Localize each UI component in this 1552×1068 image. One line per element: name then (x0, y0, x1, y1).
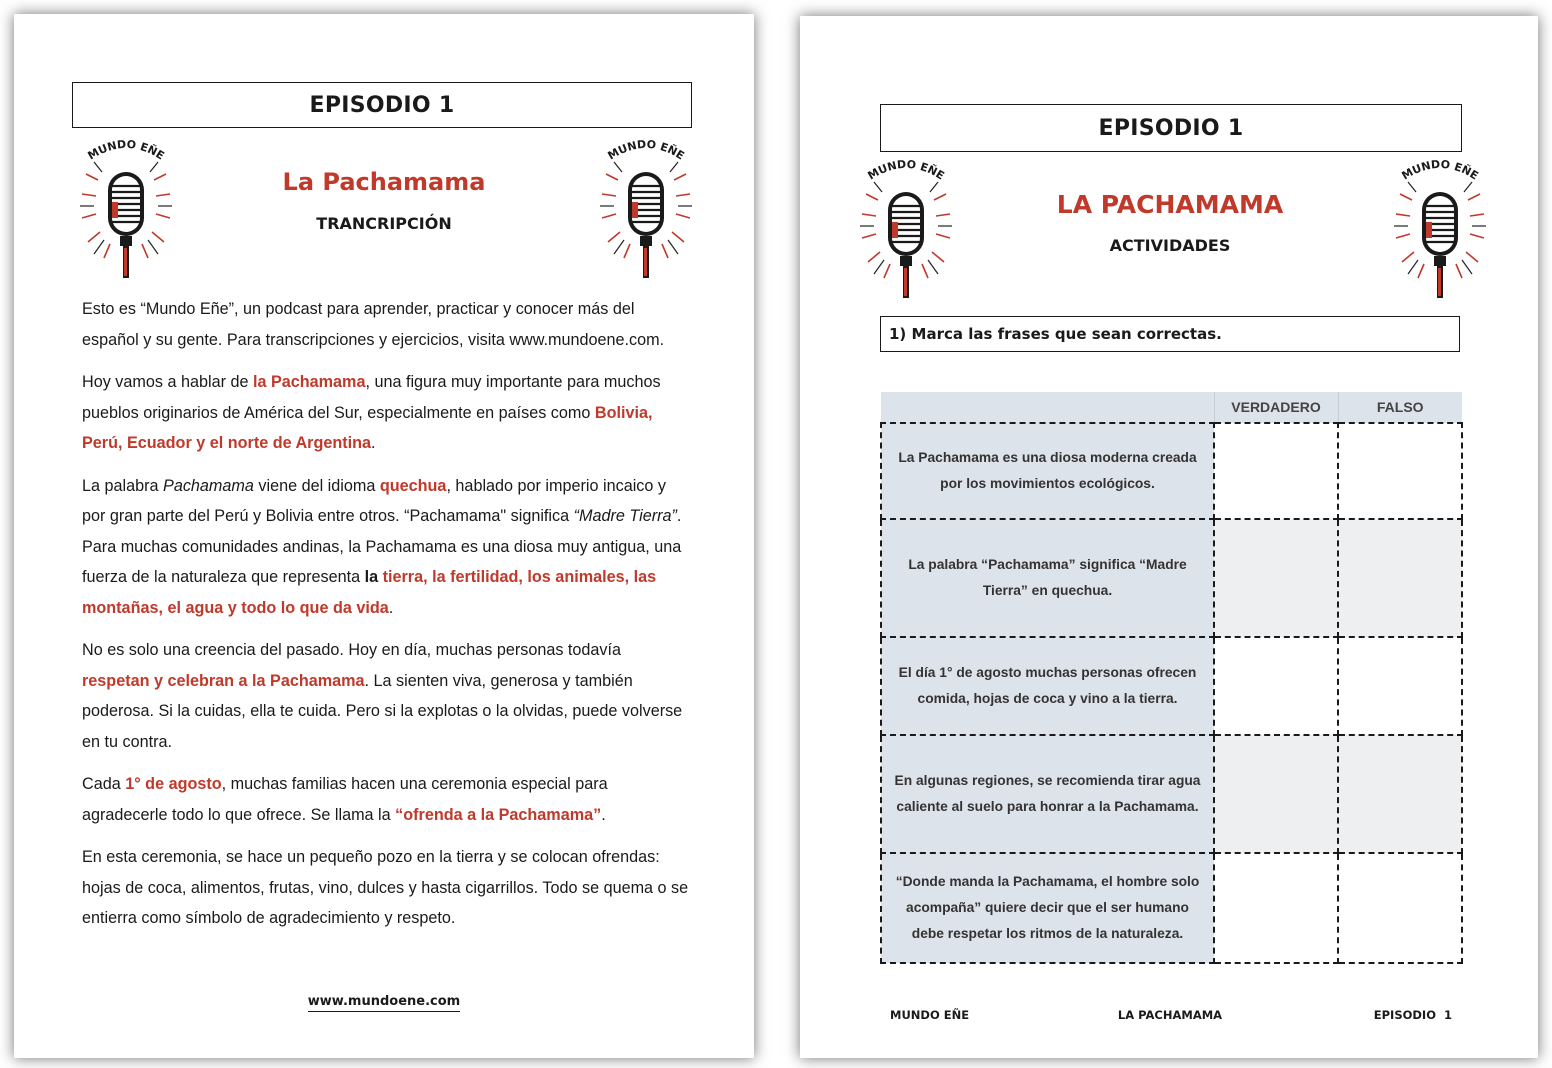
table-header: VERDADERO (1214, 392, 1338, 423)
verdadero-cell[interactable] (1214, 637, 1338, 735)
svg-text:MUNDO EÑE: MUNDO EÑE (85, 137, 167, 163)
page-title: La Pachamama (282, 168, 486, 196)
mundo-ene-logo (596, 132, 696, 282)
table-row (881, 735, 1462, 853)
paragraph: Esto es “Mundo Eñe”, un podcast para aprender, practicar y conocer más del español y su gente. Para transcripciones y ejercicios, visita www.mundoene.com. (82, 300, 665, 349)
paragraph: Hoy vamos a hablar de la Pachamama, una figura muy importante para muchos pueblos originarios de América del Sur, especialmente en países como Bolivia, Perú, Ecuador y el norte de Argentina. (82, 373, 661, 452)
episode-header: EPISODIO 1 (880, 104, 1462, 152)
page-subtitle: ACTIVIDADES (1109, 236, 1231, 255)
episode-header: EPISODIO 1 (72, 82, 692, 128)
transcript-page (14, 14, 754, 1058)
falso-cell[interactable] (1338, 853, 1462, 963)
paragraph: En esta ceremonia, se hace un pequeño pozo en la tierra y se colocan ofrendas: hojas de coca, alimentos, frutas, vino, dulces y hasta cigarrillos. Todo se quema o se entierra como símbolo de agradecimiento y respeto. (82, 848, 689, 927)
question-prompt: 1) Marca las frases que sean correctas. (880, 316, 1460, 352)
statement-cell: La Pachamama es una diosa moderna creada por los movimientos ecológicos. (881, 423, 1214, 519)
verdadero-cell[interactable] (1214, 519, 1338, 637)
footer-episode: EPISODIO 1 (1373, 1008, 1452, 1022)
activities-page (800, 16, 1538, 1058)
falso-cell[interactable] (1338, 735, 1462, 853)
table-row (881, 853, 1462, 963)
paragraph: La palabra Pachamama viene del idioma quechua, hablado por imperio incaico y por gran parte del Perú y Bolivia entre otros. “Pachamama" significa “Madre Tierra”. Para muchas comunidades andinas, la Pachamama es una diosa muy antigua, una fuerza de la naturaleza que representa la tierra, la fertilidad, los animales, las montañas, el agua y todo lo que da vida. (82, 476, 682, 617)
verdadero-cell[interactable] (1214, 853, 1338, 963)
mundo-ene-logo (856, 152, 956, 302)
page-title: LA PACHAMAMA (1056, 190, 1284, 219)
table-row (881, 423, 1462, 519)
statement-cell: “Donde manda la Pachamama, el hombre solo acompaña” quiere decir que el ser humano debe respetar los ritmos de la naturaleza. (881, 853, 1214, 963)
mundo-ene-logo (1390, 152, 1490, 302)
statement-cell: La palabra “Pachamama” significa “Madre Tierra” en quechua. (881, 519, 1214, 637)
svg-text:MUNDO EÑE: MUNDO EÑE (1399, 157, 1481, 183)
table-row (881, 519, 1462, 637)
mundo-ene-logo (76, 132, 176, 282)
table-row (881, 637, 1462, 735)
true-false-table (880, 392, 1463, 964)
svg-text:MUNDO EÑE: MUNDO EÑE (605, 137, 687, 163)
transcript-body (82, 294, 692, 946)
svg-text:MUNDO EÑE: MUNDO EÑE (865, 157, 947, 183)
falso-cell[interactable] (1338, 519, 1462, 637)
table-header: FALSO (1338, 392, 1462, 423)
verdadero-cell[interactable] (1214, 735, 1338, 853)
page-subtitle: TRANCRIPCIÓN (316, 214, 452, 233)
table-header (881, 392, 1214, 423)
statement-cell: El día 1° de agosto muchas personas ofrecen comida, hojas de coca y vino a la tierra. (881, 637, 1214, 735)
verdadero-cell[interactable] (1214, 423, 1338, 519)
footer-title: LA PACHAMAMA (1117, 1008, 1223, 1022)
falso-cell[interactable] (1338, 637, 1462, 735)
statement-cell: En algunas regiones, se recomienda tirar agua caliente al suelo para honrar a la Pachamama. (881, 735, 1214, 853)
website-link[interactable]: www.mundoene.com (14, 994, 754, 1009)
falso-cell[interactable] (1338, 423, 1462, 519)
footer-brand: MUNDO EÑE (890, 1008, 970, 1022)
paragraph: Cada 1° de agosto, muchas familias hacen una ceremonia especial para agradecerle todo lo que ofrece. Se llama la “ofrenda a la Pachamama”. (82, 775, 608, 824)
paragraph: No es solo una creencia del pasado. Hoy en día, muchas personas todavía respetan y celebran a la Pachamama. La sienten viva, generosa y también poderosa. Si la cuidas, ella te cuida. Pero si la explotas o la olvidas, puede volverse en tu contra. (82, 641, 683, 751)
